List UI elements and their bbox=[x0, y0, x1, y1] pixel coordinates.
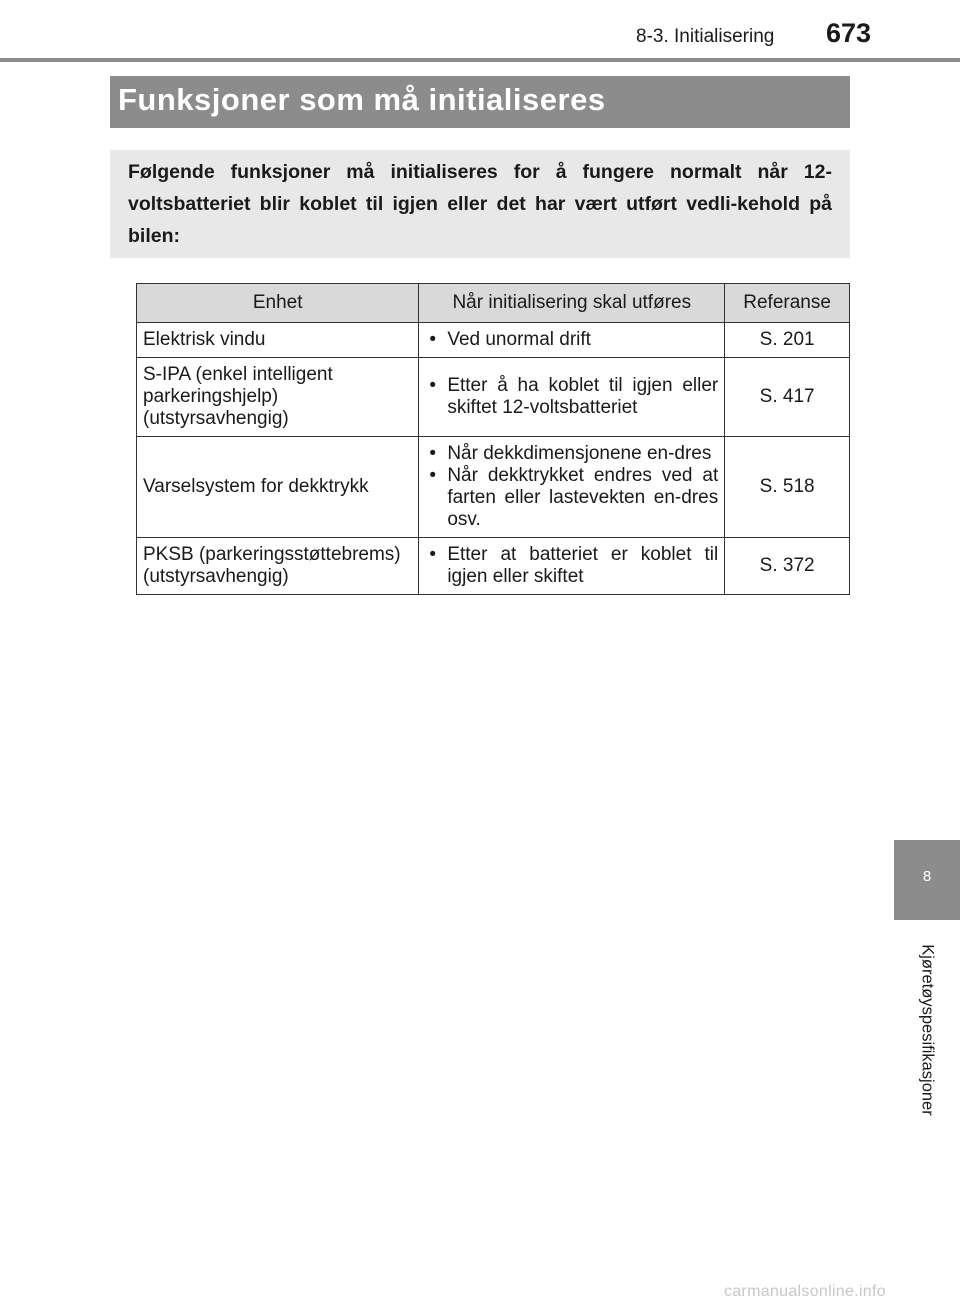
unit-cell: PKSB (parkeringsstøttebrems) (utstyrsavhengig) bbox=[137, 538, 419, 595]
table-row bbox=[137, 323, 850, 358]
section-heading: 8-3. Initialisering bbox=[636, 26, 775, 47]
chapter-number: 8 bbox=[922, 868, 932, 885]
initialization-table bbox=[136, 283, 850, 595]
list-item: • Etter at batteriet er koblet til igjen eller skiftet bbox=[425, 544, 718, 588]
column-header-when: Når initialisering skal utføres bbox=[419, 284, 725, 323]
table-row bbox=[137, 437, 850, 538]
table-row bbox=[137, 358, 850, 437]
page-title: Funksjoner som må initialiseres bbox=[118, 82, 606, 117]
when-cell bbox=[419, 538, 725, 595]
reference-cell: S. 201 bbox=[725, 323, 850, 358]
table-header-row bbox=[137, 284, 850, 323]
list-item: • Ved unormal drift bbox=[425, 329, 718, 351]
when-cell bbox=[419, 358, 725, 437]
column-header-reference: Referanse bbox=[725, 284, 850, 323]
when-cell bbox=[419, 437, 725, 538]
unit-cell: Varselsystem for dekktrykk bbox=[137, 437, 419, 538]
intro-text: Følgende funksjoner må initialiseres for å fungere normalt når 12-voltsbatteriet blir koblet til igjen eller det har vært utført vedli-kehold på bilen: bbox=[128, 161, 832, 247]
title-bar bbox=[110, 76, 850, 128]
column-header-unit: Enhet bbox=[137, 284, 419, 323]
header-divider bbox=[0, 58, 960, 62]
intro-box bbox=[110, 150, 850, 258]
chapter-tab bbox=[894, 840, 960, 920]
unit-cell: Elektrisk vindu bbox=[137, 323, 419, 358]
when-cell bbox=[419, 323, 725, 358]
list-item: • Når dekktrykket endres ved at farten eller lastevekten en-dres osv. bbox=[425, 465, 718, 531]
unit-cell: S-IPA (enkel intelligent parkeringshjelp) (utstyrsavhengig) bbox=[137, 358, 419, 437]
reference-cell: S. 417 bbox=[725, 358, 850, 437]
list-item: • Etter å ha koblet til igjen eller skiftet 12-voltsbatteriet bbox=[425, 375, 718, 419]
watermark: carmanualsonline.info bbox=[724, 1283, 886, 1300]
page-number: 673 bbox=[826, 18, 872, 48]
reference-cell: S. 372 bbox=[725, 538, 850, 595]
list-item: • Når dekkdimensjonene en-dres bbox=[425, 443, 718, 465]
reference-cell: S. 518 bbox=[725, 437, 850, 538]
table-row bbox=[137, 538, 850, 595]
chapter-label: Kjøretøyspesifikasjoner bbox=[918, 944, 937, 1116]
